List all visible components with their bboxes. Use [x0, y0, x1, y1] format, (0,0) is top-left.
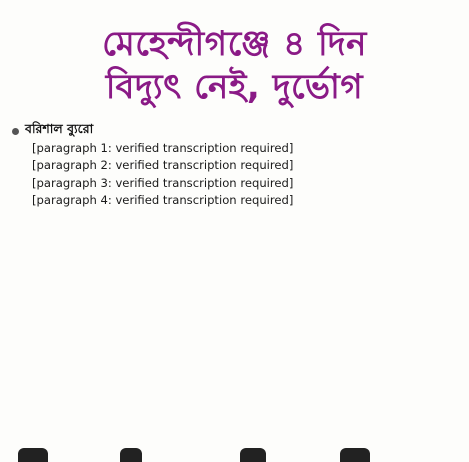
article-paragraph-3: [paragraph 3: verified transcription required]	[32, 175, 294, 190]
article-body	[10, 140, 460, 210]
headline	[0, 25, 469, 105]
cut-off-glyph	[340, 448, 370, 462]
cut-off-glyph	[240, 448, 266, 462]
bullet-dot-icon	[12, 128, 19, 135]
byline	[12, 121, 93, 141]
cut-off-glyph	[18, 448, 48, 462]
article-paragraph-1: [paragraph 1: verified transcription required]	[32, 141, 294, 155]
byline-text: বরিশাল ব্যুরো	[25, 121, 94, 136]
article-paragraph-2: [paragraph 2: verified transcription required]	[32, 158, 294, 173]
cut-off-glyph	[120, 448, 142, 462]
article-paragraph-4: [paragraph 4: verified transcription required]	[32, 193, 294, 208]
headline-line-1: মেহেন্দীগঞ্জে ৪ দিন	[102, 24, 367, 65]
headline-line-2: বিদ্যুৎ নেই, দুর্ভোগ	[105, 66, 364, 107]
next-article-cut-off	[0, 446, 469, 462]
